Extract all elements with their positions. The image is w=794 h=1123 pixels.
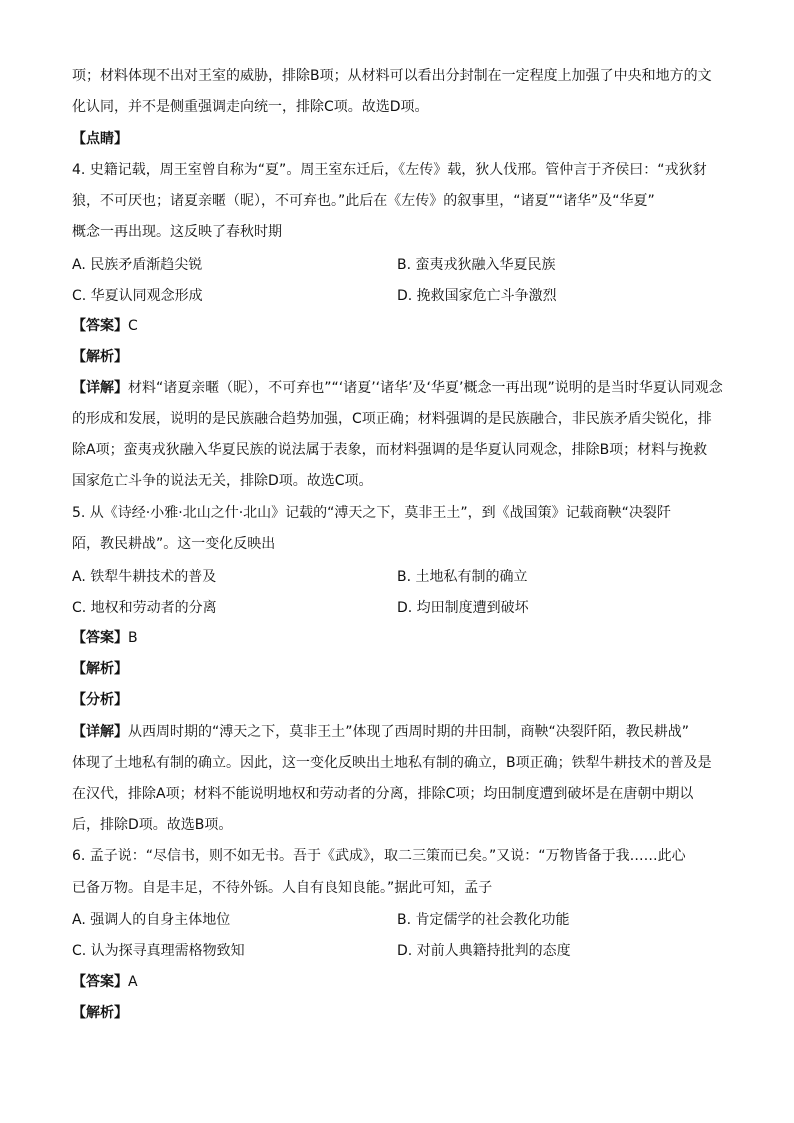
- section-tag-jiexi: 【解析】: [72, 1005, 128, 1021]
- section-tag-jiexi: 【解析】: [72, 661, 128, 677]
- question-5-stem: 5. 从《诗经·小雅·北山之什·北山》记载的“溥天之下，莫非王土”，到《战国策》记载商鞅“决裂阡: [72, 505, 671, 521]
- question-5-explanation: 后，排除D项。故选B项。: [72, 817, 233, 833]
- answer-value: C: [128, 318, 138, 334]
- question-6-option-a: A. 强调人的自身主体地位: [72, 912, 231, 928]
- question-4-option-b: B. 蛮夷戎狄融入华夏民族: [397, 257, 556, 273]
- explanation-text: 材料“诸夏亲暱（昵），不可弃也”“‘诸夏’‘诸华’及‘华夏’概念一再出现”说明的是当时华夏认同观念: [128, 380, 723, 396]
- question-6-answer: [72, 972, 724, 992]
- question-5-answer: [72, 628, 724, 648]
- question-6-option-b: B. 肯定儒学的社会教化功能: [397, 912, 570, 928]
- question-6-stem: 6. 孟子说：“尽信书，则不如无书。吾于《武成》，取二三策而已矣。”又说：“万物皆备于我……此心: [72, 848, 686, 864]
- section-tag-fenxi: 【分析】: [72, 692, 128, 708]
- question-4-option-d: D. 挽救国家危亡斗争激烈: [397, 288, 557, 304]
- explanation-label: 【详解】: [72, 724, 128, 740]
- explanation-label: 【详解】: [72, 380, 128, 396]
- question-4-explanation: 除A项；蛮夷戎狄融入华夏民族的说法属于表象，而材料强调的是华夏认同观念，排除B项；材料与挽救: [72, 442, 708, 458]
- text-line: 化认同，并不是侧重强调走向统一，排除C项。故选D项。: [72, 99, 429, 115]
- question-5-explanation: 在汉代，排除A项；材料不能说明地权和劳动者的分离，排除C项；均田制度遭到破坏是在唐朝中期以: [72, 786, 694, 802]
- answer-label: 【答案】: [72, 318, 128, 334]
- answer-label: 【答案】: [72, 974, 128, 990]
- section-tag-jiexi: 【解析】: [72, 349, 128, 365]
- question-5-explanation: 体现了土地私有制的确立。因此，这一变化反映出土地私有制的确立，B项正确；铁犁牛耕技术的普及是: [72, 755, 712, 771]
- answer-value: B: [128, 630, 138, 646]
- question-5-stem: 陌，教民耕战”。这一变化反映出: [72, 536, 276, 552]
- question-4-stem: 狼，不可厌也；诸夏亲暱（昵），不可弃也。”此后在《左传》的叙事里，“诸夏”“诸华”及“华夏”: [72, 193, 655, 209]
- question-5-option-b: B. 土地私有制的确立: [397, 569, 528, 585]
- question-4-answer: [72, 316, 724, 336]
- question-4-stem: 概念一再出现。这反映了春秋时期: [72, 224, 282, 240]
- question-4-explanation: [72, 378, 724, 398]
- text-line: 项；材料体现不出对王室的威胁，排除B项；从材料可以看出分封制在一定程度上加强了中央和地方的文: [72, 68, 712, 84]
- question-5-option-d: D. 均田制度遭到破坏: [397, 600, 529, 616]
- question-4-option-c: C. 华夏认同观念形成: [72, 288, 203, 304]
- question-4-option-a: A. 民族矛盾渐趋尖锐: [72, 257, 203, 273]
- question-6-option-c: C. 认为探寻真理需格物致知: [72, 943, 245, 959]
- answer-value: A: [128, 974, 138, 990]
- question-5-explanation: [72, 722, 724, 742]
- answer-label: 【答案】: [72, 630, 128, 646]
- question-4-explanation: 的形成和发展，说明的是民族融合趋势加强，C项正确；材料强调的是民族融合，非民族矛盾尖锐化，排: [72, 411, 712, 427]
- question-6-option-d: D. 对前人典籍持批判的态度: [397, 943, 571, 959]
- question-4-explanation: 国家危亡斗争的说法无关，排除D项。故选C项。: [72, 473, 373, 489]
- question-6-stem: 已备万物。自是丰足，不待外铄。人自有良知良能。”据此可知，孟子: [72, 880, 493, 896]
- question-4-stem: 4. 史籍记载，周王室曾自称为“夏”。周王室东迁后，《左传》载，狄人伐邢。管仲言于齐侯曰：“戎狄豺: [72, 162, 707, 178]
- section-tag-dianjing: 【点睛】: [72, 131, 128, 147]
- question-5-option-a: A. 铁犁牛耕技术的普及: [72, 569, 217, 585]
- question-5-option-c: C. 地权和劳动者的分离: [72, 600, 217, 616]
- explanation-text: 从西周时期的“溥天之下，莫非王土”体现了西周时期的井田制，商鞅“决裂阡陌，教民耕战”: [128, 724, 690, 740]
